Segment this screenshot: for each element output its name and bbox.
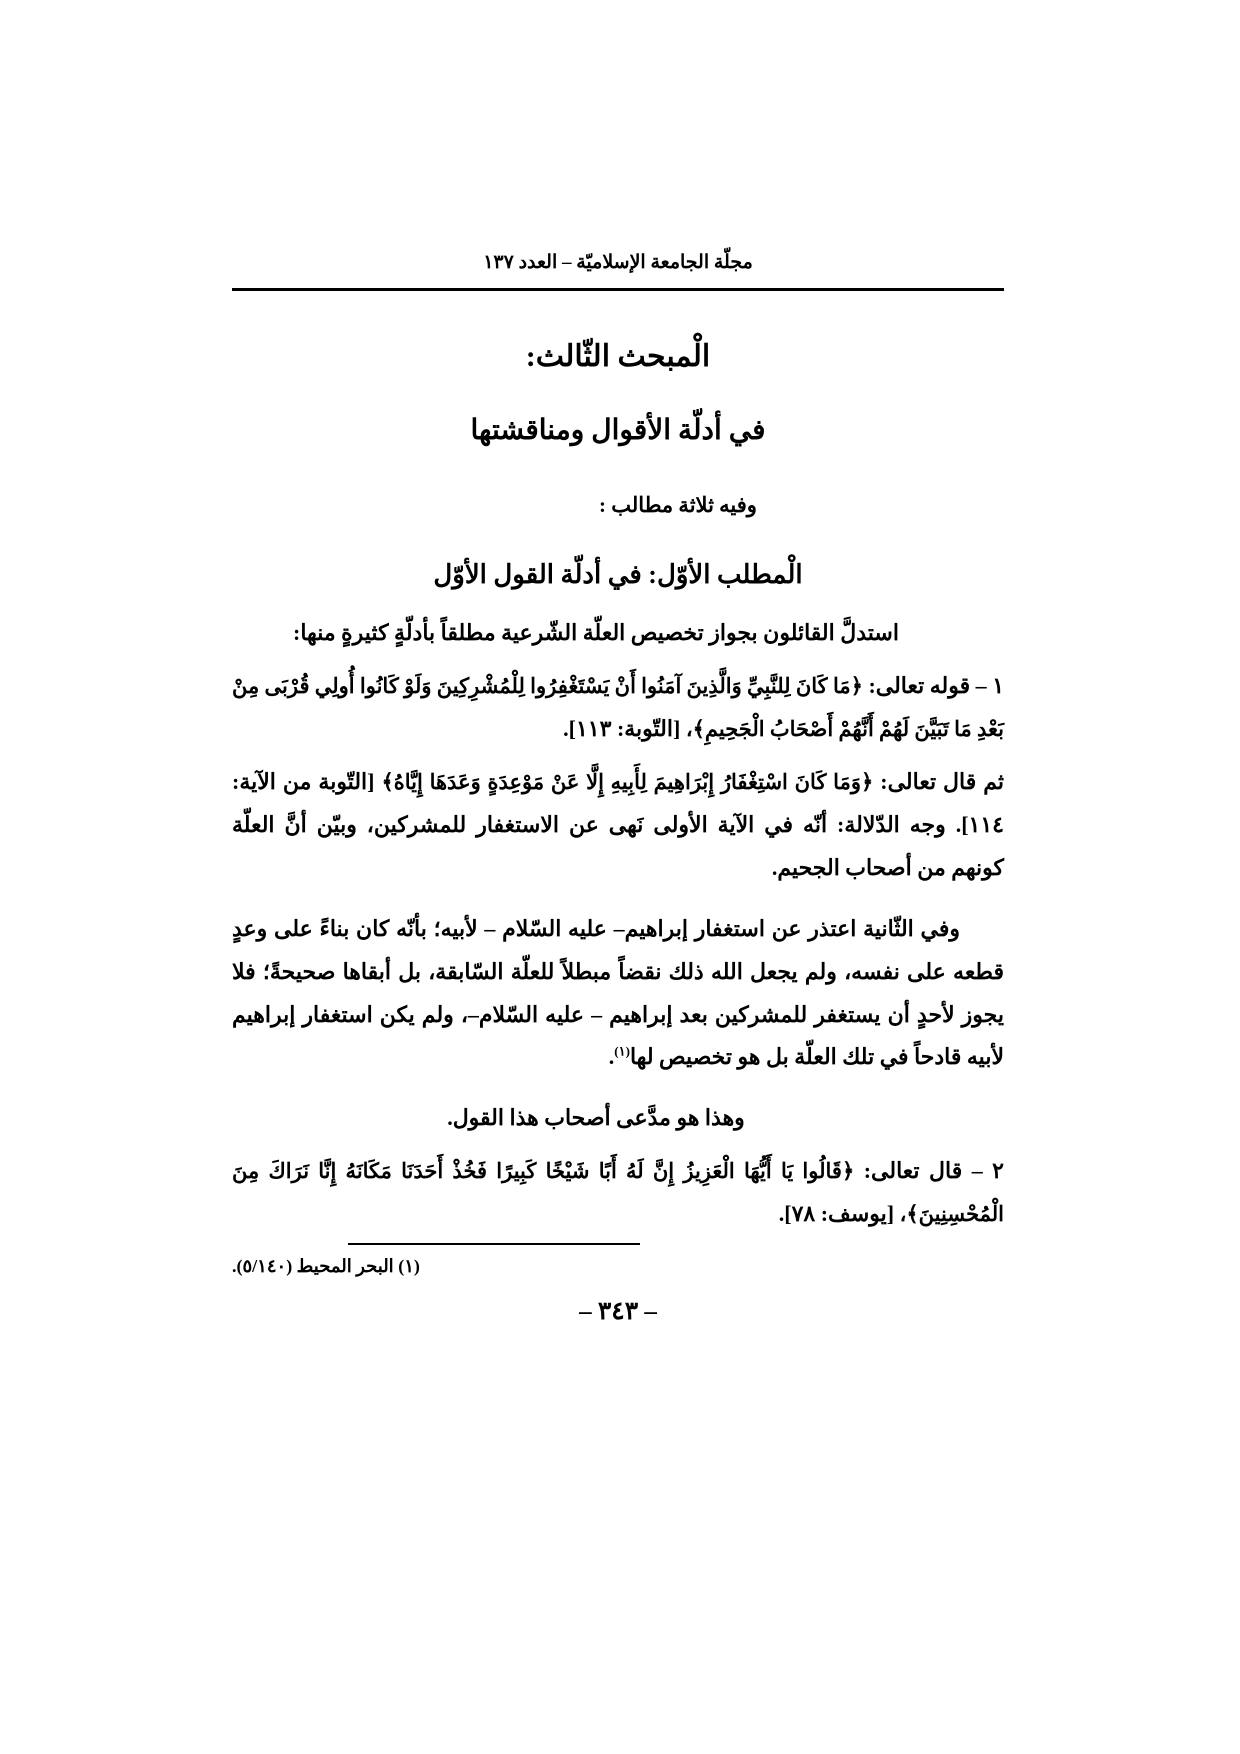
header-rule <box>232 288 1004 291</box>
verse-1-text: ﴿مَا كَانَ لِلنَّبِيِّ وَالَّذِينَ آمَنُوا أَنْ يَسْتَغْفِرُوا لِلْمُشْرِكِينَ وَلَوْ كَانُوا أُولِي قُرْبَى مِنْ بَعْدِ مَا تَبَيَّنَ لَهُمْ أَنَّهُمْ أَصْحَابُ الْجَحِيمِ﴾، <box>232 674 1004 742</box>
footnote-separator-rule <box>348 1243 640 1245</box>
section-title: الْمطلب الأوّل: في أدلّة القول الأوّل <box>433 560 803 590</box>
verse-2-reference: [التّوبة من الآية: ١١٤]. <box>232 769 1004 837</box>
point-1-paragraph <box>232 665 1004 751</box>
footnote-text: البحر المحيط (٥/١٤٠). <box>232 1256 394 1276</box>
point-2-paragraph <box>232 1150 1004 1236</box>
footnote-marker[interactable]: (١) <box>614 1044 630 1060</box>
page-title: الْمبحث الثّالث: <box>525 340 711 373</box>
intro-paragraph: استدلَّ القائلون بجواز تخصيص العلّة الشّرعية مطلقاً بأدلّةٍ كثيرةٍ منها: <box>293 620 899 646</box>
verse-2-text: ﴿وَمَا كَانَ اسْتِغْفَارُ إِبْرَاهِيمَ لِأَبِيهِ إِلَّا عَنْ مَوْعِدَةٍ وَعَدَهَا إِيَّاهُ﴾ <box>381 770 874 795</box>
verse-3-text: ﴿قَالُوا يَا أَيُّهَا الْعَزِيزُ إِنَّ لَهُ أَبًا شَيْخًا كَبِيرًا فَخُذْ أَحَدَنَا مَكَانَهُ إِنَّا نَرَاكَ مِنَ الْمُحْسِنِينَ﴾، <box>232 1159 1004 1227</box>
dalala-paragraph: وجه الدّلالة: أنّه في الآية الأولى نَهى عن الاستغفار للمشركين، وبيّن أنَّ العلّة كونهم من أصحاب الجحيم. <box>232 811 1004 880</box>
second-verse-discussion-text: وفي الثّانية اعتذر عن استغفار إبراهيم– عليه السّلام – لأبيه؛ بأنّه كان بناءً على وعدٍ قطعه على نفسه، ولم يجعل الله ذلك نقضاً مبطلاً للعلّة السّابقة، بل أبقاها صحيحةً؛ فلا يجوز لأحدٍ أن يستغفر للمشركين بعد إبراهيم – عليه السّلام–، ولم يكن استغفار إبراهيم لأبيه قادحاً في تلك العلّة بل هو تخصيص لها <box>232 915 1004 1070</box>
verse-3-reference: [يوسف: ٧٨]. <box>778 1201 895 1227</box>
running-head: مجلّة الجامعة الإسلاميّة – العدد ١٣٧ <box>483 252 753 273</box>
footnote-number: (١) <box>398 1256 420 1276</box>
page-number: – ٣٤٣ – <box>579 1298 657 1325</box>
verse-1-reference: [التّوبة: ١١٣]. <box>563 716 681 742</box>
second-verse-discussion <box>232 908 1004 1080</box>
page-content <box>232 312 1004 1236</box>
claim-paragraph: وهذا هو مدَّعى أصحاب هذا القول. <box>447 1105 745 1131</box>
point-1-lead: ١ – قوله تعالى: <box>868 673 1005 699</box>
footnote-area <box>114 1252 1004 1281</box>
verse-2-paragraph <box>232 761 1004 890</box>
contents-note: وفيه ثلاثة مطالب : <box>599 492 757 517</box>
verse-2-lead: ثم قال تعالى: <box>880 769 1005 795</box>
second-verse-discussion-end: . <box>608 1044 615 1070</box>
point-2-lead: ٢ – قال تعالى: <box>863 1158 1004 1184</box>
page-subtitle: في أدلّة الأقوال ومناقشتها <box>470 414 766 446</box>
